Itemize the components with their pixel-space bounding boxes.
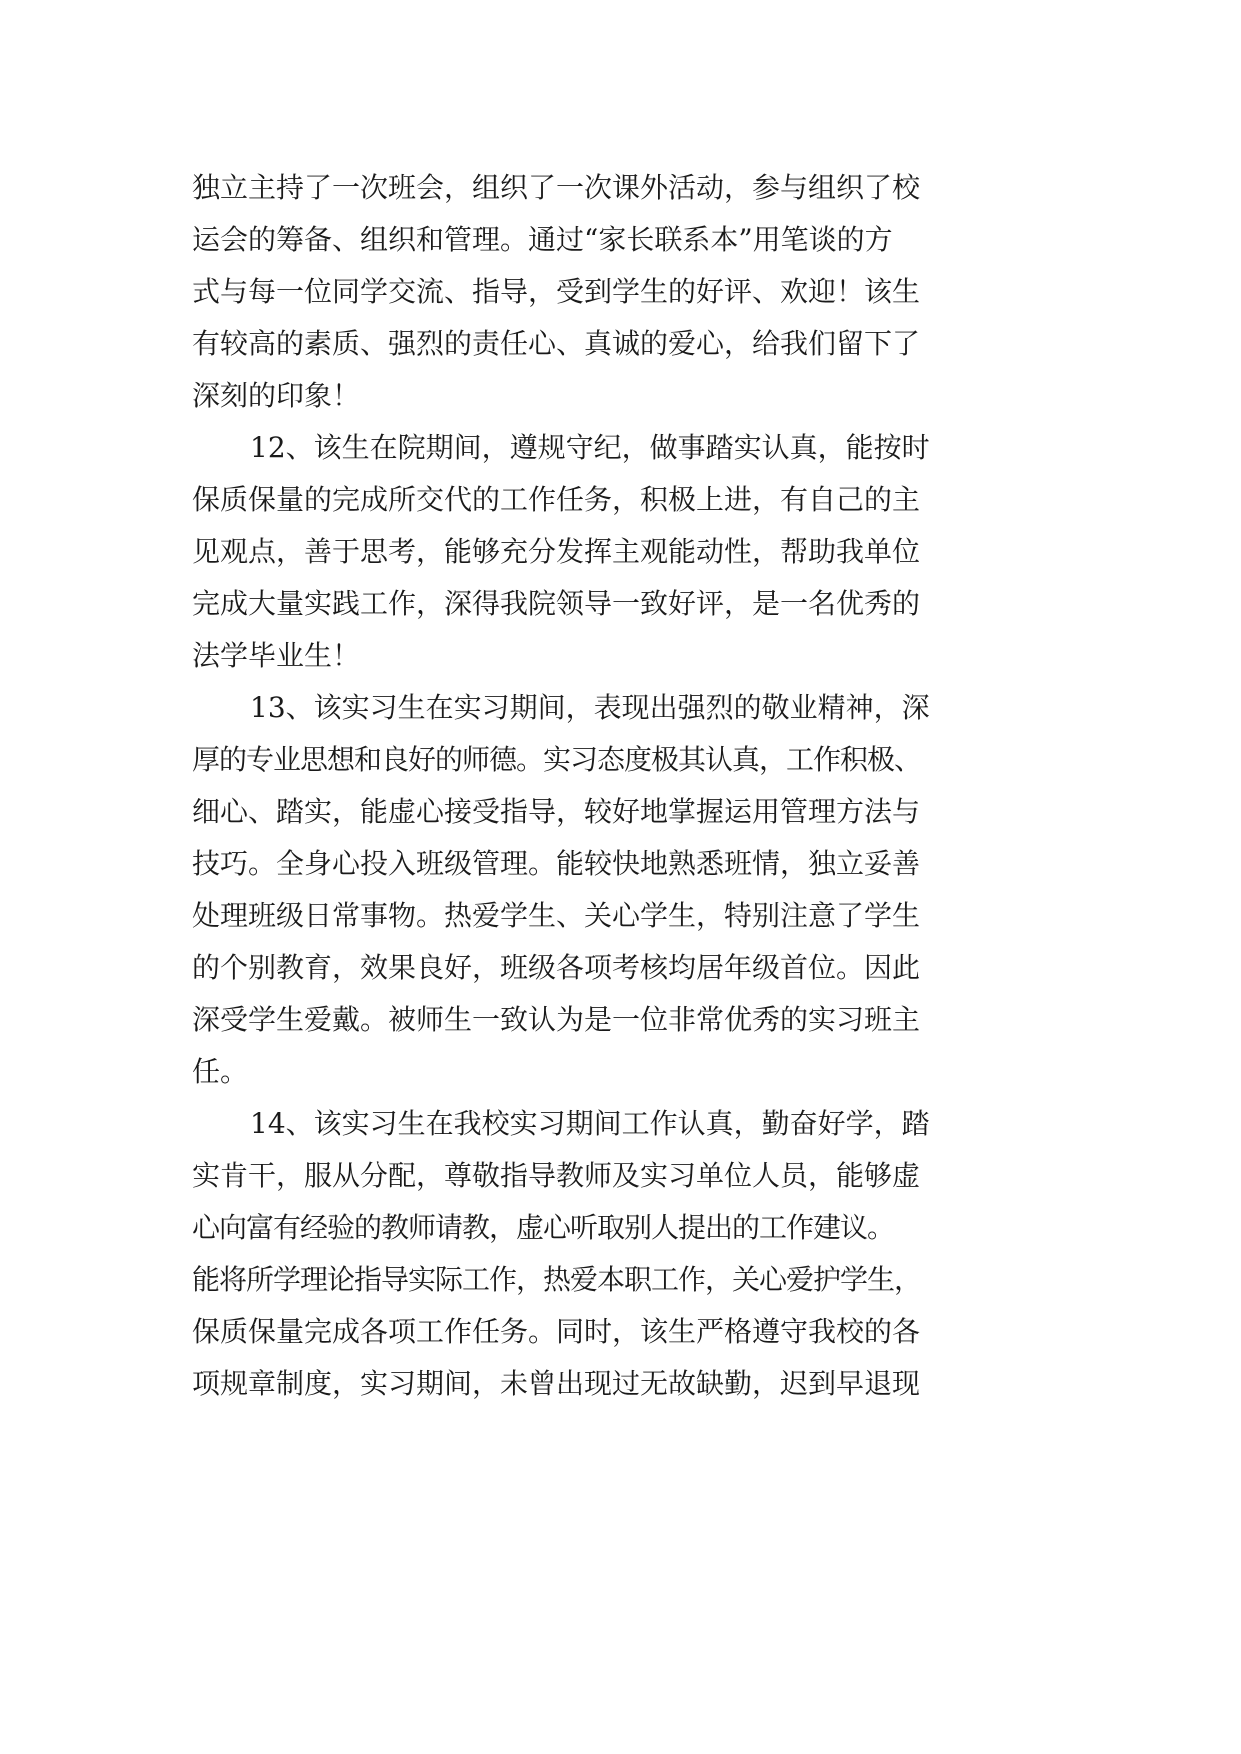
text-line: 保质保量的完成所交代的工作任务，积极上进，有自己的主 — [192, 483, 921, 516]
text-line: 14、该实习生在我校实习期间工作认真，勤奋好学，踏 — [250, 1107, 930, 1140]
text-line: 有较高的素质、强烈的责任心、真诚的爱心，给我们留下了 — [192, 327, 921, 360]
text-line: 独立主持了一次班会，组织了一次课外活动，参与组织了校 — [192, 171, 921, 204]
text-line: 细心、踏实，能虚心接受指导，较好地掌握运用管理方法与 — [192, 795, 921, 828]
text-line: 的个别教育，效果良好，班级各项考核均居年级首位。因此 — [192, 951, 921, 984]
text-line: 实肯干，服从分配，尊敬指导教师及实习单位人员，能够虚 — [192, 1159, 921, 1192]
text-line: 任。 — [192, 1055, 249, 1088]
document-body — [192, 162, 1072, 1410]
text-line: 12、该生在院期间，遵规守纪，做事踏实认真，能按时 — [250, 431, 930, 464]
text-line: 法学毕业生！ — [192, 639, 361, 672]
text-line: 保质保量完成各项工作任务。同时，该生严格遵守我校的各 — [192, 1315, 921, 1348]
text-line: 运会的筹备、组织和管理。通过“家长联系本”用笔谈的方 — [192, 223, 893, 256]
text-line: 心向富有经验的教师请教，虚心听取别人提出的工作建议。 — [192, 1211, 895, 1244]
paragraph-13 — [192, 682, 1072, 1098]
text-line: 完成大量实践工作，深得我院领导一致好评，是一名优秀的 — [192, 587, 921, 620]
text-line: 能将所学理论指导实际工作，热爱本职工作，关心爱护学生， — [192, 1263, 922, 1296]
paragraph-14 — [192, 1098, 1072, 1410]
text-line: 见观点，善于思考，能够充分发挥主观能动性，帮助我单位 — [192, 535, 921, 568]
text-line: 深受学生爱戴。被师生一致认为是一位非常优秀的实习班主 — [192, 1003, 921, 1036]
text-line: 技巧。全身心投入班级管理。能较快地熟悉班情，独立妥善 — [192, 847, 921, 880]
text-line: 处理班级日常事物。热爱学生、关心学生，特别注意了学生 — [192, 899, 921, 932]
text-line: 项规章制度，实习期间，未曾出现过无故缺勤，迟到早退现 — [192, 1367, 921, 1400]
text-line: 13、该实习生在实习期间，表现出强烈的敬业精神，深 — [250, 691, 930, 724]
paragraph-12 — [192, 422, 1072, 682]
text-line: 深刻的印象！ — [192, 379, 361, 412]
text-line: 式与每一位同学交流、指导，受到学生的好评、欢迎！该生 — [192, 275, 921, 308]
text-line: 厚的专业思想和良好的师德。实习态度极其认真，工作积极、 — [192, 743, 922, 776]
paragraph-11-continued — [192, 162, 1072, 422]
